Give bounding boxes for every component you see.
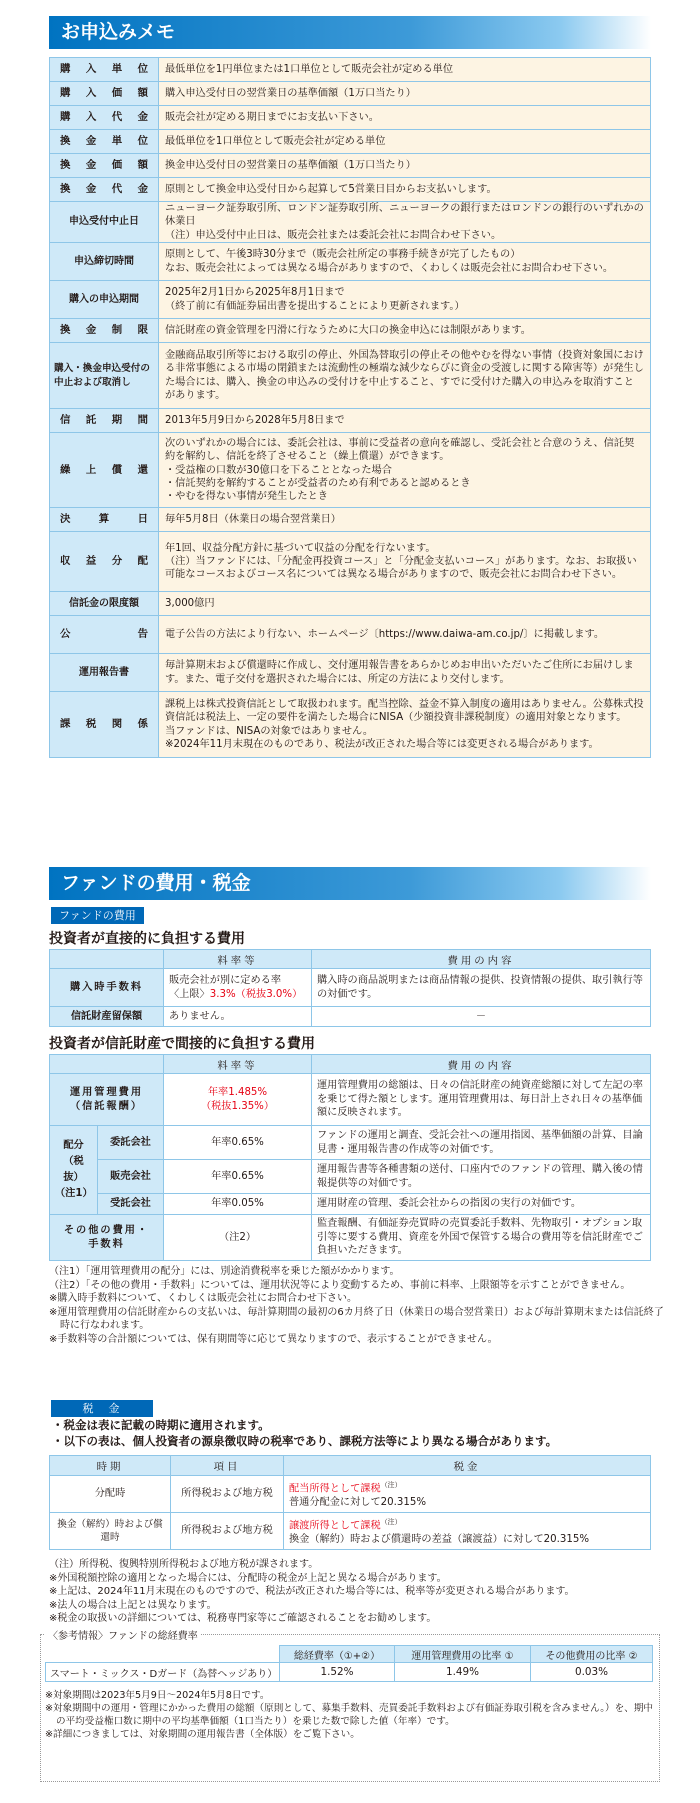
other-fee-label: その他の費用・ 手数料: [50, 1215, 164, 1261]
memo-row-value: 次のいずれかの場合には、委託会社は、事前に受益者の意向を確認し、受託会社と合意のうえ、信託契約を解約し、信託を終了させること（繰上償還）ができます。 ・受益権の口数が30億口を下ることとなった場合 ・信託契約を解約することが受益者のため有利であると認めるとき ・やむを得ない事情が発生したとき: [159, 433, 651, 508]
note: ※購入時手数料について、くわしくは販売会社にお問合わせ下さい。: [49, 1293, 357, 1304]
memo-row: [50, 532, 651, 592]
tax-row-time: 分配時: [50, 1476, 171, 1513]
memo-row: [50, 130, 651, 154]
ref-mgmt: 1.49%: [395, 1663, 531, 1682]
tax-header-tax: 税金: [284, 1456, 651, 1476]
memo-row-label: 決算日: [50, 508, 159, 532]
indirect-cost-table: [49, 1054, 651, 1261]
memo-row: [50, 692, 651, 758]
memo-row: [50, 433, 651, 508]
memo-row-label: 換金制限: [50, 319, 159, 343]
tax-table: [49, 1455, 651, 1550]
memo-row: [50, 178, 651, 202]
ref-header-mgmt: 運用管理費用の比率 ①: [395, 1646, 531, 1663]
memo-row-label: 換金代金: [50, 178, 159, 202]
note: ※外国税額控除の適用となった場合には、分配時の税金が上記と異なる場合があります。: [49, 1572, 447, 1584]
tag-fund-costs: ファンドの費用: [51, 907, 144, 924]
direct-cost-table: [49, 949, 651, 1027]
memo-row: [50, 154, 651, 178]
other-fee-content: 監査報酬、有価証券売買時の売買委託手数料、先物取引・オプション取引等に要する費用、資産を外国で保管する場合の費用等を信託財産でご負担いただきます。: [312, 1215, 651, 1261]
section-title-memo: お申込みメモ: [49, 16, 651, 49]
memo-row-label: 換金単位: [50, 130, 159, 154]
memo-row-label: 購入代金: [50, 106, 159, 130]
note: （注2）「その他の費用・手数料」については、運用状況等により変動するため、事前に料率、上限額等を示すことができません。: [49, 1279, 631, 1291]
memo-row-value: 毎年5月8日（休業日の場合翌営業日）: [159, 508, 651, 532]
direct-header-rate: 料率等: [164, 950, 312, 969]
note: ※手数料等の合計額については、保有期間等に応じて異なりますので、表示することができません。: [49, 1333, 498, 1345]
note: ※法人の場合は上記とは異なります。: [49, 1599, 217, 1611]
retention-label: 信託財産留保額: [50, 1007, 164, 1027]
other-fee-rate: （注2）: [164, 1215, 312, 1261]
memo-row-label: 換金価額: [50, 154, 159, 178]
buy-fee-rate: 販売会社が別に定める率 〈上限〉3.3%（税抜3.0%）: [164, 969, 312, 1007]
alloc-row-content: ファンドの運用と調査、受託会社への運用指図、基準価額の計算、目論見書・運用報告書の作成等の対価です。: [312, 1126, 651, 1160]
note: ※対象期間は2023年5月9日～2024年5月8日です。: [45, 1690, 270, 1701]
memo-row-label: 購入単位: [50, 58, 159, 82]
tax-header-item: 項目: [171, 1456, 284, 1476]
note: （注）所得税、復興特別所得税および地方税が課されます。: [49, 1559, 319, 1570]
note: ※対象期間中の運用・管理にかかった費用の総額（原則として、募集手数料、売買委託手数料および有価証券取引税を含みません。）を、期中の平均受益権口数に期中の平均基準価額（1口当たり）を乗じた数で除した値（年率）です。: [45, 1703, 654, 1727]
alloc-row-content: 運用財産の管理、委託会社からの指図の実行の対価です。: [312, 1194, 651, 1215]
tax-row-item: 所得税および地方税: [171, 1476, 284, 1513]
alloc-row-label: 販売会社: [98, 1160, 164, 1194]
memo-row-value: 信託財産の資金管理を円滑に行なうために大口の換金申込には制限があります。: [159, 319, 651, 343]
memo-row: [50, 106, 651, 130]
memo-row-label: 申込受付中止日: [50, 202, 159, 243]
memo-row-value: 換金申込受付日の翌営業日の基準価額（1万口当たり）: [159, 154, 651, 178]
tag-tax: 税 金: [51, 1400, 153, 1417]
memo-row-value: 課税上は株式投資信託として取扱われます。配当控除、益金不算入制度の適用はありません。公募株式投資信託は税法上、一定の要件を満たした場合にNISA（少額投資非課税制度）の適用対象となります。 当ファンドは、NISAの対象ではありません。 ※2024年11月末現在のものであり、税法が改正された場合等には変更される場合があります。: [159, 692, 651, 758]
note: ※詳細につきましては、対象期間の運用報告書（全体版）をご覧下さい。: [45, 1729, 360, 1740]
retention-content: －: [312, 1007, 651, 1027]
note: ※上記は、2024年11月末現在のものですので、税法が改正された場合等には、税率等が変更される場合があります。: [49, 1586, 575, 1597]
memo-row: [50, 409, 651, 433]
indirect-header-content: 費用の内容: [312, 1055, 651, 1074]
mgmt-fee-content: 運用管理費用の総額は、日々の信託財産の純資産総額に対して左記の率を乗じて得た額とします。運用管理費用は、毎日計上され日々の基準価額に反映されます。: [312, 1074, 651, 1126]
memo-row-label: 運用報告書: [50, 654, 159, 692]
memo-row-value: ニューヨーク証券取引所、ロンドン証券取引所、ニューヨークの銀行またはロンドンの銀行のいずれかの休業日 （注）申込受付中止日は、販売会社または委託会社にお問合わせ下さい。: [159, 202, 651, 243]
tax-notes: [49, 1558, 669, 1626]
section-title-costs: ファンドの費用・税金: [49, 867, 651, 900]
memo-row: [50, 58, 651, 82]
memo-row: [50, 592, 651, 616]
memo-row-label: 収益分配: [50, 532, 159, 592]
cost-notes: [49, 1265, 669, 1346]
mgmt-fee-rate: 年率1.485% （税抜1.35%）: [164, 1074, 312, 1126]
memo-row-value: 3,000億円: [159, 592, 651, 616]
buy-fee-content: 購入時の商品説明または商品情報の提供、投資情報の提供、取引執行等の対価です。: [312, 969, 651, 1007]
note: ※税金の取扱いの詳細については、税務専門家等にご確認されることをお勧めします。: [49, 1613, 437, 1624]
ref-header-blank: [46, 1646, 280, 1663]
tax-bullet: ・税金は表に記載の時期に適用されます。: [52, 1418, 270, 1432]
alloc-label: 配分 （税抜） （注1）: [50, 1126, 98, 1215]
memo-table: [49, 57, 651, 758]
indirect-header-rate: 料率等: [164, 1055, 312, 1074]
memo-row: [50, 343, 651, 409]
memo-row: [50, 616, 651, 654]
memo-row-value: 電子公告の方法により行ない、ホームページ〔https://www.daiwa-am.co.jp/〕に掲載します。: [159, 616, 651, 654]
note: ※運用管理費用の信託財産からの支払いは、毎計算期間の最初の6カ月終了日（休業日の場合翌営業日）および毎計算期末または信託終了時に行なわれます。: [49, 1306, 664, 1331]
reference-box: [40, 1631, 660, 1782]
tax-row-item: 所得税および地方税: [171, 1513, 284, 1550]
ref-notes: [45, 1689, 655, 1741]
memo-row-value: 2013年5月9日から2028年5月8日まで: [159, 409, 651, 433]
ref-total: 1.52%: [280, 1663, 395, 1682]
ref-other: 0.03%: [531, 1663, 653, 1682]
memo-row: [50, 82, 651, 106]
tax-bullet: ・以下の表は、個人投資者の源泉徴収時の税率であり、課税方法等により異なる場合があります。: [52, 1433, 558, 1448]
memo-row-label: 信託金の限度額: [50, 592, 159, 616]
memo-row-label: 課税関係: [50, 692, 159, 758]
memo-row-value: 毎計算期末および償還時に作成し、交付運用報告書をあらかじめお申出いただいたご住所にお届けします。また、電子交付を選択された場合には、所定の方法により交付します。: [159, 654, 651, 692]
ref-header-total: 総経費率（①+②）: [280, 1646, 395, 1663]
ref-header-other: その他費用の比率 ②: [531, 1646, 653, 1663]
memo-row-label: 購入・換金申込受付の中止および取消し: [50, 343, 159, 409]
memo-row-label: 繰上償還: [50, 433, 159, 508]
memo-row: [50, 202, 651, 243]
memo-row-value: 年1回、収益分配方針に基づいて収益の分配を行ないます。 （注）当ファンドには、「分配金再投資コース」と「分配金支払いコース」があります。なお、お取扱い可能なコースおよびコース名については異なる場合がありますので、販売会社にお問合わせ下さい。: [159, 532, 651, 592]
memo-row-label: 申込締切時間: [50, 243, 159, 281]
alloc-row-rate: 年率0.65%: [164, 1160, 312, 1194]
alloc-row-rate: 年率0.05%: [164, 1194, 312, 1215]
memo-row-value: 金融商品取引所等における取引の停止、外国為替取引の停止その他やむを得ない事情（投資対象国における非常事態による市場の閉鎖または流動性の極端な減少ならびに資金の受渡しに関する障害等）が発生した場合には、購入、換金の申込みの受付けを中止すること、すでに受付けた購入の申込みを取消すことがあります。: [159, 343, 651, 409]
memo-row-label: 購入価額: [50, 82, 159, 106]
alloc-row-rate: 年率0.65%: [164, 1126, 312, 1160]
tax-row-time: 換金（解約）時および償還時: [50, 1513, 171, 1550]
memo-row-label: 購入の申込期間: [50, 281, 159, 319]
memo-row-value: 最低単位を1円単位または1口単位として販売会社が定める単位: [159, 58, 651, 82]
alloc-row-label: 受託会社: [98, 1194, 164, 1215]
memo-row-value: 販売会社が定める期日までにお支払い下さい。: [159, 106, 651, 130]
tax-header-time: 時期: [50, 1456, 171, 1476]
memo-row: [50, 508, 651, 532]
retention-rate: ありません。: [164, 1007, 312, 1027]
memo-row-value: 原則として換金申込受付日から起算して5営業日目からお支払いします。: [159, 178, 651, 202]
memo-row-value: 購入申込受付日の翌営業日の基準価額（1万口当たり）: [159, 82, 651, 106]
memo-row: [50, 243, 651, 281]
memo-row-value: 最低単位を1口単位として販売会社が定める単位: [159, 130, 651, 154]
indirect-cost-title: 投資者が信託財産で間接的に負担する費用: [49, 1036, 315, 1052]
direct-header-content: 費用の内容: [312, 950, 651, 969]
memo-row-value: 原則として、午後3時30分まで（販売会社所定の事務手続きが完了したもの） なお、販売会社によっては異なる場合がありますので、くわしくは販売会社にお問合わせ下さい。: [159, 243, 651, 281]
memo-row-label: 信託期間: [50, 409, 159, 433]
memo-row: [50, 319, 651, 343]
tax-row-detail: 配当所得として課税$^{(注)}$ 普通分配金に対して20.315%: [284, 1476, 651, 1513]
tax-bullets: [52, 1418, 557, 1449]
memo-row-label: 公告: [50, 616, 159, 654]
tax-row-detail: 譲渡所得として課税$^{(注)}$ 換金（解約）時および償還時の差益（譲渡益）に対して20.315%: [284, 1513, 651, 1550]
direct-cost-title: 投資者が直接的に負担する費用: [49, 931, 245, 947]
note: （注1）「運用管理費用の配分」には、別途消費税率を乗じた額がかかります。: [49, 1266, 400, 1277]
indirect-header-blank: [50, 1055, 164, 1074]
buy-fee-label: 購入時手数料: [50, 969, 164, 1007]
expense-ratio-table: [45, 1645, 653, 1682]
reference-caption: 〈参考情報〉ファンドの総経費率: [45, 1627, 201, 1642]
memo-row-value: 2025年2月1日から2025年8月1日まで （終了前に有価証券届出書を提出することにより更新されます。）: [159, 281, 651, 319]
mgmt-fee-label: 運用管理費用 （信託報酬）: [50, 1074, 164, 1126]
alloc-row-label: 委託会社: [98, 1126, 164, 1160]
alloc-row-content: 運用報告書等各種書類の送付、口座内でのファンドの管理、購入後の情報提供等の対価です。: [312, 1160, 651, 1194]
direct-header-blank: [50, 950, 164, 969]
memo-row: [50, 654, 651, 692]
ref-fund-name: スマート・ミックス・Dガード（為替ヘッジあり）: [46, 1663, 280, 1682]
memo-row: [50, 281, 651, 319]
